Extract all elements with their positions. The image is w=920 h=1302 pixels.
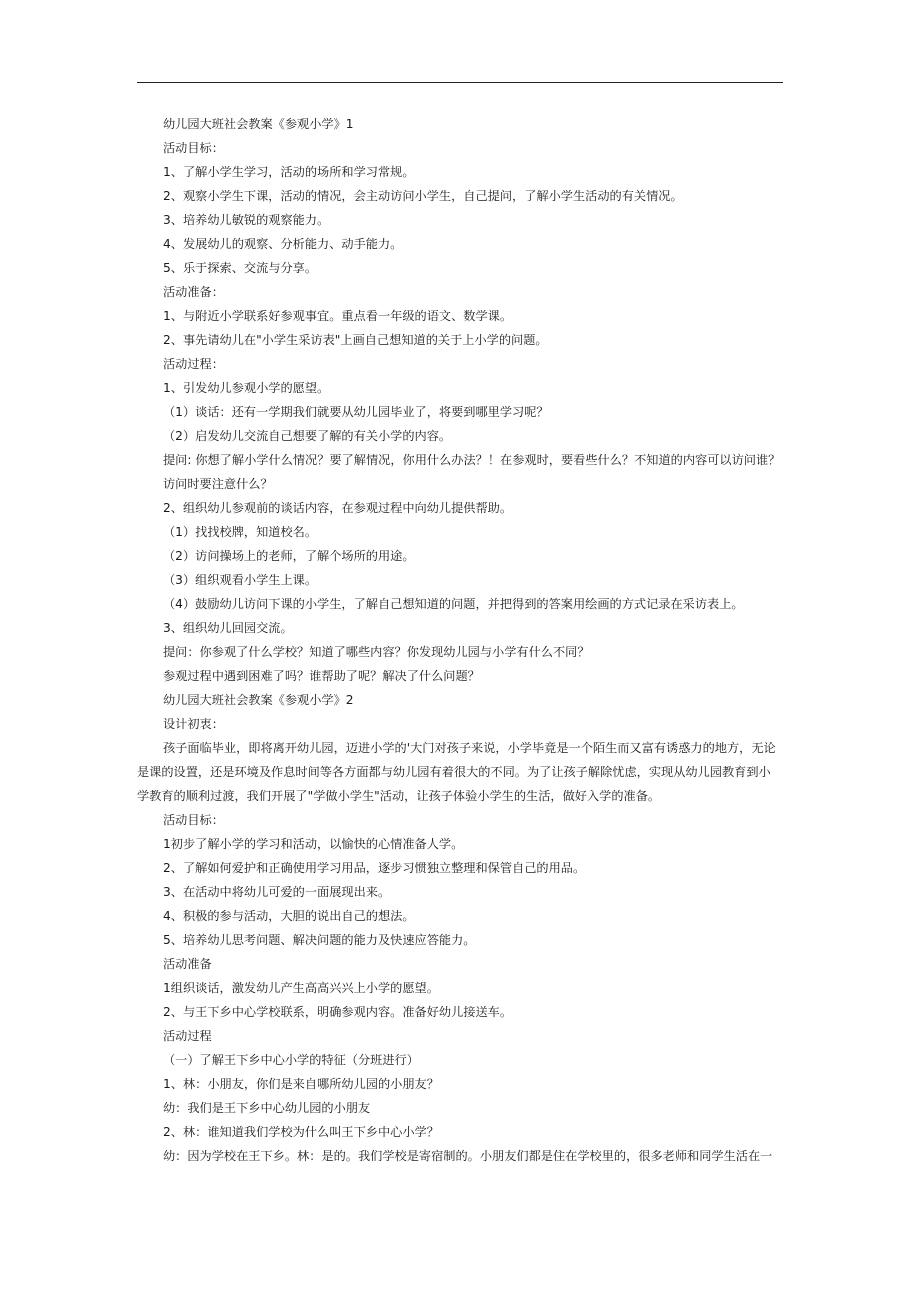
document-body <box>137 112 783 1168</box>
intent-paragraph-line-1: 孩子面临毕业，即将离开幼儿园，迈进小学的'大门对孩子来说，小学毕竟是一个陌生而又富有诱惑力的地方，无论 <box>163 741 776 755</box>
goal-item: 5、乐于探索、交流与分享。 <box>163 261 318 275</box>
heading-intent: 设计初衷： <box>163 717 224 731</box>
goal-item: 4、发展幼儿的观察、分析能力、动手能力。 <box>163 237 403 251</box>
goal-item: 3、培养幼儿敏锐的观察能力。 <box>163 213 330 227</box>
process-subitem: （2）访问操场上的老师，了解个场所的用途。 <box>163 549 415 563</box>
intent-paragraph-line-3: 学教育的顺利过渡，我们开展了"学做小学生"活动，让孩子体验小学生的生活，做好入学的准备。 <box>137 789 661 803</box>
process-subitem: （3）组织观看小学生上课。 <box>163 573 318 587</box>
question-line: 提问：你参观了什么学校？知道了哪些内容？你发现幼儿园与小学有什么不同？ <box>163 645 590 659</box>
process-subitem: （1）找找校牌，知道校名。 <box>163 525 318 539</box>
goal-item: 1、了解小学生学习，活动的场所和学习常规。 <box>163 165 415 179</box>
dialogue-line: 幼：因为学校在王下乡。林：是的。我们学校是寄宿制的。小朋友们都是住在学校里的，很多老师和同学生活在一 <box>163 1149 773 1163</box>
goal-item: 3、在活动中将幼儿可爱的一面展现出来。 <box>163 885 391 899</box>
process-item: 1、引发幼儿参观小学的愿望。 <box>163 381 330 395</box>
question-line: 提问: 你想了解小学什么情况？要了解情况，你用什么办法？！在参观时，要看些什么？不知道的内容可以访问谁？ <box>163 453 781 467</box>
heading-prep-2: 活动准备 <box>163 957 212 971</box>
goal-item: 2、了解如何爱护和正确使用学习用品，逐步习惯独立整理和保管自己的用品。 <box>163 861 586 875</box>
question-line: 参观过程中遇到困难了吗？谁帮助了呢？解决了什么问题？ <box>163 669 480 683</box>
heading-process-2: 活动过程 <box>163 1029 212 1043</box>
prep-item: 2、与王下乡中心学校联系，明确参观内容。准备好幼儿接送车。 <box>163 1005 513 1019</box>
goal-item: 4、积极的参与活动，大胆的说出自己的想法。 <box>163 909 415 923</box>
process-subitem: （4）鼓励幼儿访问下课的小学生，了解自己想知道的问题，并把得到的答案用绘画的方式记录在采访表上。 <box>163 597 744 611</box>
dialogue-line: 2、林：谁知道我们学校为什么叫王下乡中心小学？ <box>163 1125 439 1139</box>
prep-item: 2、事先请幼儿在"小学生采访表"上画自己想知道的关于上小学的问题。 <box>163 333 548 347</box>
heading-process-1: 活动过程： <box>163 357 224 371</box>
dialogue-line: 1、林：小朋友，你们是来自哪所幼儿园的小朋友？ <box>163 1077 439 1091</box>
intent-paragraph-line-2: 是课的设置，还是环境及作息时间等各方面都与幼儿园有着很大的不同。为了让孩子解除忧虑，实现从幼儿园教育到小 <box>137 765 771 779</box>
question-line-cont: 访问时要注意什么？ <box>163 477 273 491</box>
process-item: 3、组织幼儿回园交流。 <box>163 621 293 635</box>
dialogue-line: 幼：我们是王下乡中心幼儿园的小朋友 <box>163 1101 371 1115</box>
section-title-2: 幼儿园大班社会教案《参观小学》2 <box>163 693 354 707</box>
section-title-1: 幼儿园大班社会教案《参观小学》1 <box>163 117 354 131</box>
prep-item: 1、与附近小学联系好参观事宜。重点看一年级的语文、数学课。 <box>163 309 513 323</box>
prep-item: 1组织谈话，激发幼儿产生高高兴兴上小学的愿望。 <box>163 981 439 995</box>
header-rule <box>137 82 783 83</box>
goal-item: 5、培养幼儿思考问题、解决问题的能力及快速应答能力。 <box>163 933 476 947</box>
goal-item: 2、观察小学生下课，活动的情况，会主动访问小学生，自己提问，了解小学生活动的有关情况。 <box>163 189 683 203</box>
process-subitem: （2）启发幼儿交流自己想要了解的有关小学的内容。 <box>163 429 452 443</box>
process-subitem: （1）谈话：还有一学期我们就要从幼儿园毕业了，将要到哪里学习呢？ <box>163 405 549 419</box>
heading-goals-2: 活动目标： <box>163 813 224 827</box>
goal-item: 1初步了解小学的学习和活动，以愉快的心情准备人学。 <box>163 837 464 851</box>
process-item: 2、组织幼儿参观前的谈话内容，在参观过程中向幼儿提供帮助。 <box>163 501 513 515</box>
process-subheading: （一）了解王下乡中心小学的特征（分班进行） <box>163 1053 419 1067</box>
heading-goals-1: 活动目标： <box>163 141 224 155</box>
heading-prep-1: 活动准备： <box>163 285 224 299</box>
